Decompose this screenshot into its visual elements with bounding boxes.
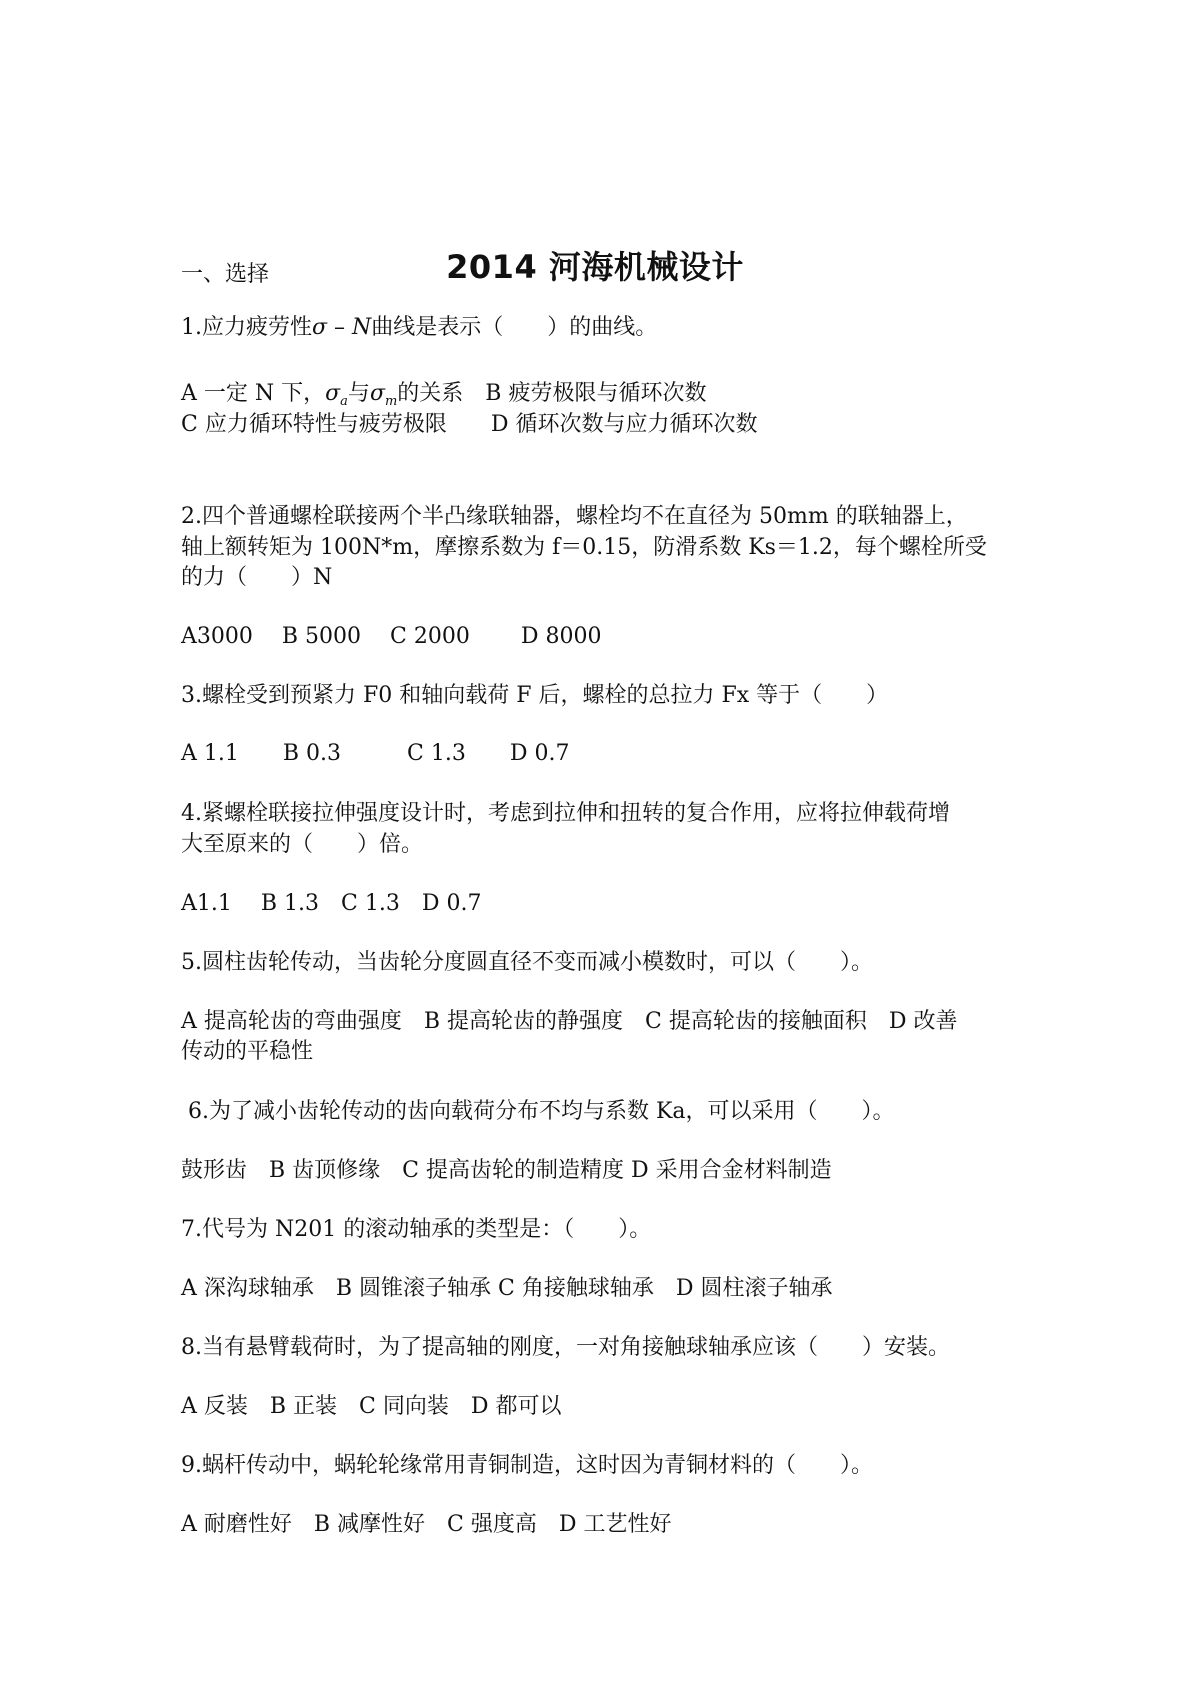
question-4-options: A1.1 B 1.3 C 1.3 D 0.7 [181, 891, 482, 916]
sigma-a-symbol: σ [325, 381, 341, 406]
question-2-line-1: 2.四个普通螺栓联接两个半凸缘联轴器，螺栓均不在直径为 50mm 的联轴器上， [181, 504, 968, 529]
question-8-options: A 反装 B 正装 C 同向装 D 都可以 [181, 1394, 562, 1419]
sigma-symbol: σ [312, 315, 328, 340]
q1-prefix: 1.应力疲劳性 [181, 315, 312, 340]
minus-sign: – [327, 315, 353, 340]
question-3-options: A 1.1 B 0.3 C 1.3 D 0.7 [181, 741, 570, 766]
question-9: 9.蜗杆传动中，蜗轮轮缘常用青铜制造，这时因为青铜材料的（ ）。 [181, 1453, 873, 1478]
q1-suffix: 曲线是表示（ ）的曲线。 [371, 315, 658, 340]
question-6-options: 鼓形齿 B 齿顶修缘 C 提高齿轮的制造精度 D 采用合金材料制造 [181, 1158, 832, 1183]
question-7: 7.代号为 N201 的滚动轴承的类型是：（ ）。 [181, 1217, 652, 1242]
question-2-line-2: 轴上额转矩为 100N*m，摩擦系数为 f＝0.15，防滑系数 Ks＝1.2，每个螺栓所受 [181, 535, 987, 560]
q1-option-a-prefix: A 一定 N 下， [181, 381, 326, 406]
with-text: 与 [347, 381, 370, 406]
question-6: 6.为了减小齿轮传动的齿向载荷分布不均与系数 Ka，可以采用（ ）。 [181, 1099, 895, 1124]
question-5: 5.圆柱齿轮传动，当齿轮分度圆直径不变而减小模数时，可以（ ）。 [181, 950, 873, 975]
n-symbol: N [352, 315, 372, 340]
question-5-options-line-2: 传动的平稳性 [181, 1039, 314, 1064]
question-8: 8.当有悬臂载荷时，为了提高轴的刚度，一对角接触球轴承应该（ ）安装。 [181, 1335, 950, 1360]
q1-option-a-suffix: 的关系 B 疲劳极限与循环次数 [397, 381, 707, 406]
question-1-options-line-2: C 应力循环特性与疲劳极限 D 循环次数与应力循环次数 [181, 412, 758, 437]
question-7-options: A 深沟球轴承 B 圆锥滚子轴承 C 角接触球轴承 D 圆柱滚子轴承 [181, 1276, 833, 1301]
question-1 [181, 313, 657, 343]
question-3: 3.螺栓受到预紧力 F0 和轴向载荷 F 后，螺栓的总拉力 Fx 等于（ ） [181, 683, 889, 708]
sigma-m-symbol: σ [369, 381, 385, 406]
question-4-line-1: 4.紧螺栓联接拉伸强度设计时，考虑到拉伸和扭转的复合作用，应将拉伸载荷增 [181, 801, 950, 826]
subscript-m: m [384, 394, 398, 409]
section-heading: 一、选择 [181, 262, 270, 287]
question-5-options-line-1: A 提高轮齿的弯曲强度 B 提高轮齿的静强度 C 提高轮齿的接触面积 D 改善 [181, 1009, 958, 1034]
question-2-line-3: 的力（ ）N [181, 565, 333, 590]
question-4-line-2: 大至原来的（ ）倍。 [181, 832, 424, 857]
subscript-a: a [340, 394, 348, 409]
question-2-options: A3000 B 5000 C 2000 D 8000 [181, 624, 602, 649]
page-title: 2014 河海机械设计 [446, 248, 744, 286]
question-9-options: A 耐磨性好 B 减摩性好 C 强度高 D 工艺性好 [181, 1512, 672, 1537]
